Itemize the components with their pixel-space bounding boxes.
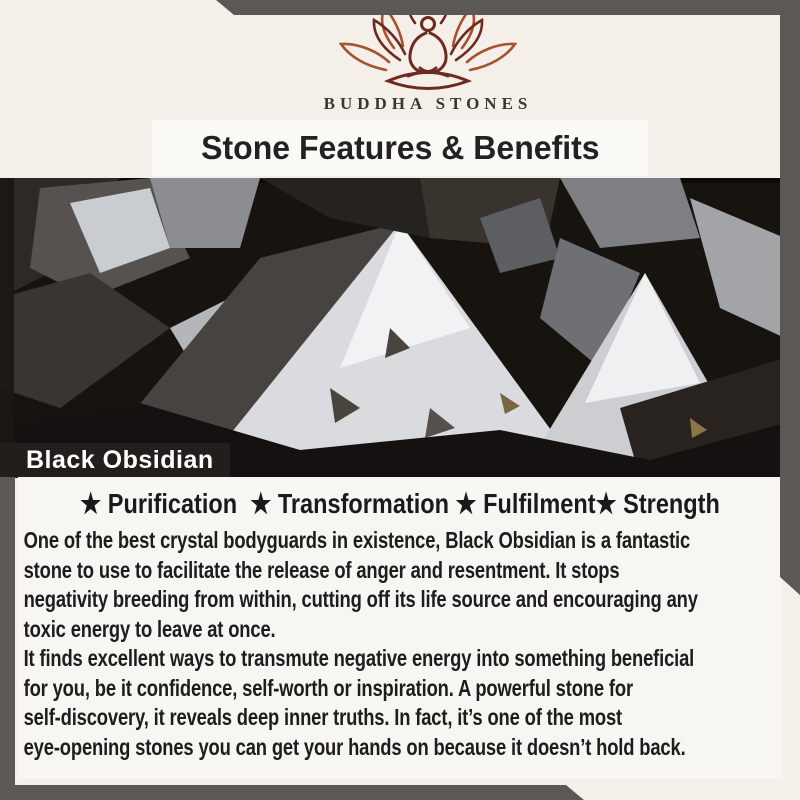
description-line: It finds excellent ways to transmute negative energy into something beneficial xyxy=(23,645,695,671)
benefit-keywords: ★ Purification ★ Transformation ★ Fulfilment★ Strength xyxy=(80,488,720,519)
description-line: for you, be it confidence, self-worth or inspiration. A powerful stone for xyxy=(23,674,633,701)
obsidian-crystals-illustration xyxy=(0,178,785,478)
brand-name: BUDDHA STONES xyxy=(323,94,533,113)
benefits-panel xyxy=(18,477,782,779)
description-text xyxy=(18,526,788,762)
brand-logo xyxy=(318,6,538,114)
stone-name-label: Black Obsidian xyxy=(0,443,230,478)
frame-top-bar xyxy=(216,0,800,15)
page-title: Stone Features & Benefits xyxy=(200,129,600,166)
obsidian-photo xyxy=(0,178,785,478)
section-title-banner xyxy=(152,120,648,176)
frame-right-bar xyxy=(780,0,800,595)
description-line: self-discovery, it reveals deep inner truths. In fact, it’s one of the most xyxy=(23,704,623,730)
frame-left-bar xyxy=(0,477,15,800)
description-line: eye-opening stones you can get your hands on because it doesn’t hold back. xyxy=(23,733,686,760)
description-line: toxic energy to leave at once. xyxy=(23,615,276,642)
lotus-meditation-icon xyxy=(328,6,528,92)
description-line: One of the best crystal bodyguards in existence, Black Obsidian is a fantastic xyxy=(23,527,691,553)
description-line: stone to use to facilitate the release of anger and resentment. It stops xyxy=(23,556,620,583)
description-line: negativity breeding from within, cutting off its life source and encouraging any xyxy=(23,586,698,612)
frame-bottom-bar xyxy=(0,785,584,800)
